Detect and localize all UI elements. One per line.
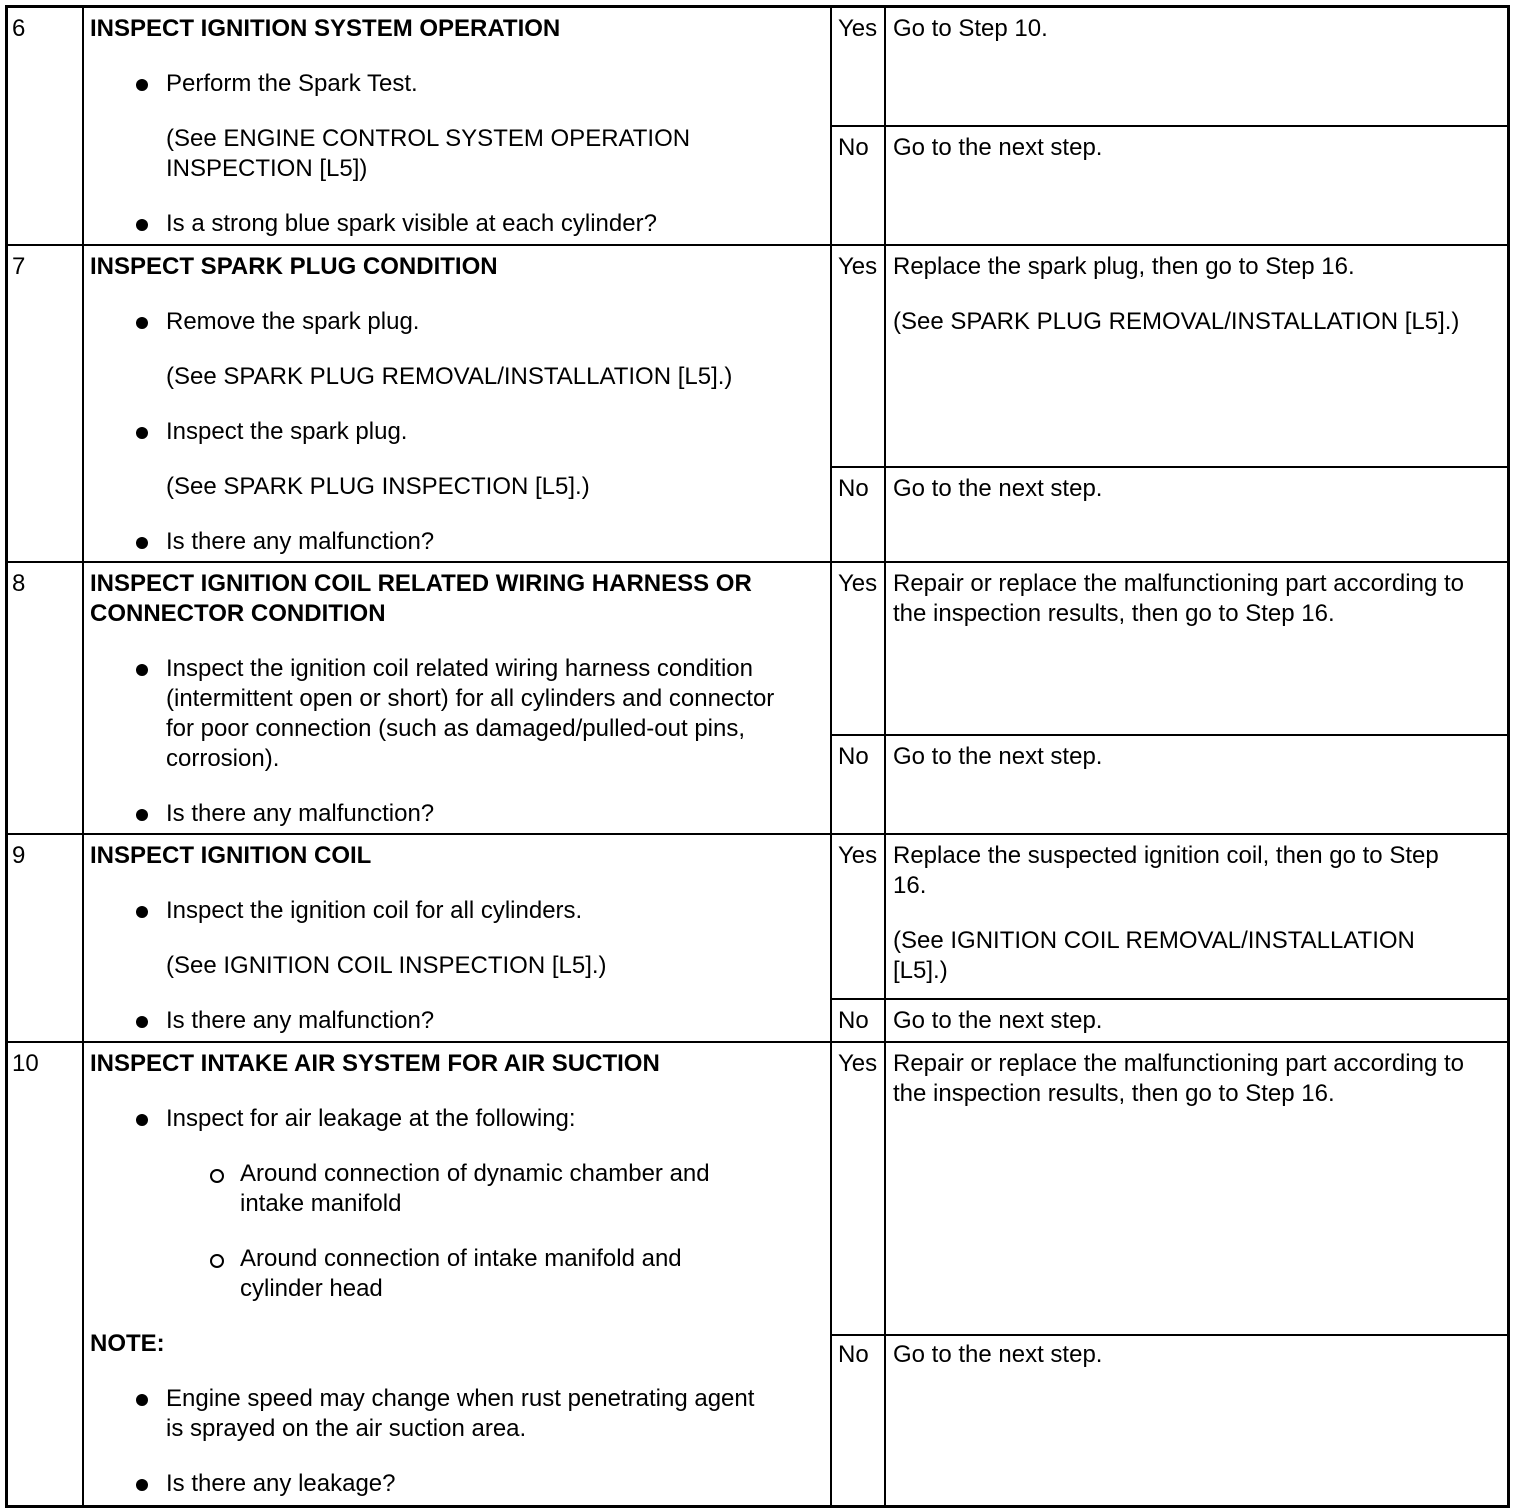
action-line: (See SPARK PLUG REMOVAL/INSTALLATION [L5].) bbox=[166, 363, 733, 390]
action-line: Is there any malfunction? bbox=[166, 800, 435, 827]
yes-label: Yes bbox=[838, 15, 878, 42]
result-no bbox=[832, 466, 1507, 563]
result-cell bbox=[832, 835, 1507, 1043]
result-no bbox=[832, 734, 1507, 835]
result-yes bbox=[832, 246, 1507, 466]
action-line: Remove the spark plug. bbox=[166, 308, 420, 335]
action-cell bbox=[84, 563, 832, 835]
step-number-cell bbox=[8, 835, 84, 1043]
table-row-step-9 bbox=[8, 833, 1507, 1043]
action-line: (See SPARK PLUG INSPECTION [L5].) bbox=[166, 473, 590, 500]
action-line: Inspect the spark plug. bbox=[166, 418, 408, 445]
no-label: No bbox=[838, 134, 869, 161]
yes-label: Yes bbox=[838, 842, 878, 869]
step-title: INSPECT IGNITION COIL bbox=[90, 842, 372, 869]
action-line: Inspect for air leakage at the following: bbox=[166, 1105, 576, 1132]
no-label: No bbox=[838, 1007, 869, 1034]
action-line: Is there any malfunction? bbox=[166, 1007, 435, 1034]
result-no bbox=[832, 998, 1507, 1043]
step-title: INSPECT IGNITION COIL RELATED WIRING HARNESS OR bbox=[90, 570, 752, 597]
step-title: INSPECT INTAKE AIR SYSTEM FOR AIR SUCTION bbox=[90, 1050, 660, 1077]
result-text: Go to the next step. bbox=[893, 1341, 1103, 1368]
step-number: 9 bbox=[12, 842, 26, 869]
result-cell bbox=[832, 563, 1507, 835]
result-no bbox=[832, 1334, 1507, 1507]
step-number: 7 bbox=[12, 253, 26, 280]
result-text: Go to the next step. bbox=[893, 475, 1103, 502]
result-text: Repair or replace the malfunctioning part according to bbox=[893, 570, 1464, 597]
step-number: 8 bbox=[12, 570, 26, 597]
step-title: CONNECTOR CONDITION bbox=[90, 600, 386, 627]
action-line: Inspect the ignition coil related wiring harness condition bbox=[166, 655, 754, 682]
action-line: INSPECTION [L5]) bbox=[166, 155, 368, 182]
result-text: Go to Step 10. bbox=[893, 15, 1048, 42]
action-line: Is there any leakage? bbox=[166, 1470, 396, 1497]
result-text: 16. bbox=[893, 872, 927, 899]
action-cell bbox=[84, 835, 832, 1043]
result-text: the inspection results, then go to Step 16. bbox=[893, 1080, 1335, 1107]
bullet-icon bbox=[136, 537, 148, 549]
result-yes bbox=[832, 563, 1507, 734]
bullet-icon bbox=[136, 664, 148, 676]
result-no bbox=[832, 125, 1507, 244]
action-line: for poor connection (such as damaged/pulled-out pins, bbox=[166, 715, 746, 742]
table-row-step-10 bbox=[8, 1041, 1507, 1507]
bullet-icon bbox=[136, 1394, 148, 1406]
action-line: cylinder head bbox=[240, 1275, 383, 1302]
result-yes bbox=[832, 8, 1507, 125]
result-text: (See IGNITION COIL REMOVAL/INSTALLATION bbox=[893, 927, 1415, 954]
yes-label: Yes bbox=[838, 570, 878, 597]
bullet-icon bbox=[136, 1479, 148, 1491]
diagnostic-table bbox=[5, 5, 1510, 1508]
action-line: Engine speed may change when rust penetrating agent bbox=[166, 1385, 755, 1412]
step-number: 6 bbox=[12, 15, 26, 42]
bullet-icon bbox=[136, 219, 148, 231]
step-number-cell bbox=[8, 563, 84, 835]
bullet-icon bbox=[136, 79, 148, 91]
result-text: Go to the next step. bbox=[893, 1007, 1103, 1034]
step-number-cell bbox=[8, 1043, 84, 1507]
result-cell bbox=[832, 246, 1507, 563]
sub-bullet-icon bbox=[210, 1254, 224, 1268]
result-text: Go to the next step. bbox=[893, 743, 1103, 770]
yes-label: Yes bbox=[838, 253, 878, 280]
table-row-step-6 bbox=[8, 8, 1507, 244]
no-label: No bbox=[838, 743, 869, 770]
action-line: Perform the Spark Test. bbox=[166, 70, 418, 97]
table-row-step-8 bbox=[8, 561, 1507, 835]
no-label: No bbox=[838, 1341, 869, 1368]
step-title: INSPECT SPARK PLUG CONDITION bbox=[90, 253, 498, 280]
bullet-icon bbox=[136, 1114, 148, 1126]
no-label: No bbox=[838, 475, 869, 502]
action-line: Inspect the ignition coil for all cylinders. bbox=[166, 897, 583, 924]
result-cell bbox=[832, 8, 1507, 244]
action-line: Around connection of dynamic chamber and bbox=[240, 1160, 710, 1187]
action-line: intake manifold bbox=[240, 1190, 402, 1217]
action-cell bbox=[84, 8, 832, 244]
step-number: 10 bbox=[12, 1050, 39, 1077]
action-line: Around connection of intake manifold and bbox=[240, 1245, 682, 1272]
result-text: Replace the spark plug, then go to Step 16. bbox=[893, 253, 1355, 280]
result-yes bbox=[832, 835, 1507, 998]
action-line: is sprayed on the air suction area. bbox=[166, 1415, 527, 1442]
result-text: Replace the suspected ignition coil, then go to Step bbox=[893, 842, 1439, 869]
step-number-cell bbox=[8, 8, 84, 244]
yes-label: Yes bbox=[838, 1050, 878, 1077]
result-text: Repair or replace the malfunctioning part according to bbox=[893, 1050, 1464, 1077]
action-line: Is a strong blue spark visible at each cylinder? bbox=[166, 210, 657, 237]
action-cell bbox=[84, 1043, 832, 1507]
action-line: (See ENGINE CONTROL SYSTEM OPERATION bbox=[166, 125, 691, 152]
bullet-icon bbox=[136, 1016, 148, 1028]
result-cell bbox=[832, 1043, 1507, 1507]
note-heading: NOTE: bbox=[90, 1330, 165, 1357]
action-line: Is there any malfunction? bbox=[166, 528, 435, 555]
result-yes bbox=[832, 1043, 1507, 1334]
table-row-step-7 bbox=[8, 244, 1507, 563]
action-line: corrosion). bbox=[166, 745, 280, 772]
action-line: (intermittent open or short) for all cylinders and connector bbox=[166, 685, 775, 712]
bullet-icon bbox=[136, 427, 148, 439]
action-line: (See IGNITION COIL INSPECTION [L5].) bbox=[166, 952, 607, 979]
bullet-icon bbox=[136, 809, 148, 821]
sub-bullet-icon bbox=[210, 1169, 224, 1183]
step-number-cell bbox=[8, 246, 84, 563]
bullet-icon bbox=[136, 906, 148, 918]
result-text: [L5].) bbox=[893, 957, 948, 984]
result-text: Go to the next step. bbox=[893, 134, 1103, 161]
bullet-icon bbox=[136, 317, 148, 329]
result-text: the inspection results, then go to Step 16. bbox=[893, 600, 1335, 627]
action-cell bbox=[84, 246, 832, 563]
step-title: INSPECT IGNITION SYSTEM OPERATION bbox=[90, 15, 561, 42]
result-text: (See SPARK PLUG REMOVAL/INSTALLATION [L5].) bbox=[893, 308, 1460, 335]
